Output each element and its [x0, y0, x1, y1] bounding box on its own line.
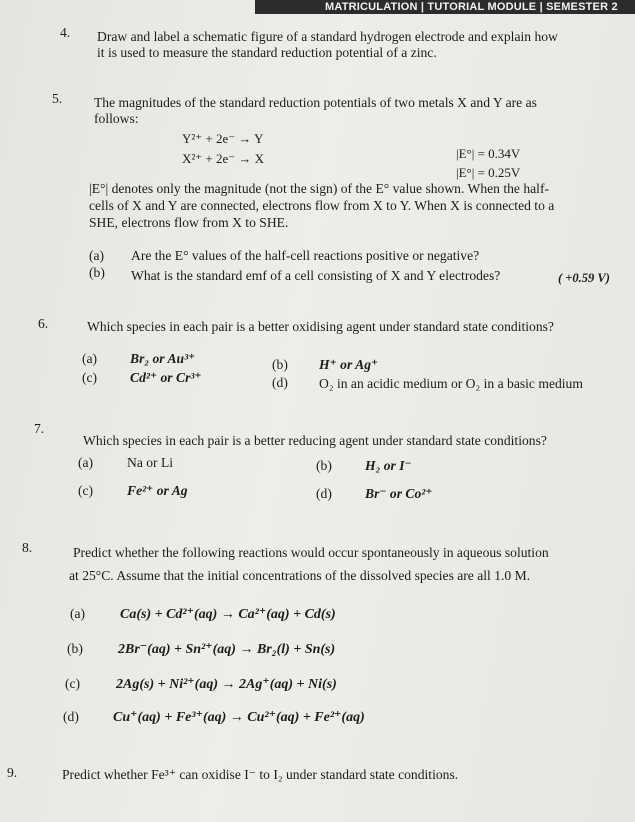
- q7-c-text: Fe²⁺ or Ag: [127, 483, 188, 498]
- q9-text: Predict whether Fe³⁺ can oxidise I⁻ to I₂ under standard state conditions.: [62, 767, 459, 782]
- q7-number: 7.: [34, 421, 45, 436]
- q8-line1: Predict whether the following reactions would occur spontaneously in aqueous solution: [73, 545, 549, 560]
- q6-text: Which species in each pair is a better oxidising agent under standard state conditions?: [87, 319, 554, 334]
- page-header: MATRICULATION | TUTORIAL MODULE | SEMESTER 2: [255, 0, 635, 14]
- q5-a-label: (a): [89, 248, 105, 263]
- q4-line2: it is used to measure the standard reduction potential of a zinc.: [97, 45, 437, 60]
- q6-c-text: Cd²⁺ or Cr³⁺: [130, 370, 202, 385]
- q8-c-reaction: 2Ag(s) + Ni²⁺(aq) → 2Ag⁺(aq) + Ni(s): [116, 677, 337, 692]
- q7-b-label: (b): [316, 458, 332, 473]
- q6-number: 6.: [38, 316, 49, 331]
- q5-line4: cells of X and Y are connected, electrons flow from X to Y. When X is connected to a: [89, 198, 555, 213]
- q6-a-label: (a): [82, 351, 98, 366]
- q4-number: 4.: [60, 25, 71, 40]
- q5-line1: The magnitudes of the standard reduction potentials of two metals X and Y are as: [94, 95, 537, 110]
- q7-d-label: (d): [316, 486, 332, 501]
- q5-b-label: (b): [89, 265, 105, 280]
- q8-a-label: (a): [70, 606, 86, 621]
- q6-c-label: (c): [82, 370, 98, 385]
- q8-a-reaction: Ca(s) + Cd²⁺(aq) → Ca²⁺(aq) + Cd(s): [120, 607, 336, 622]
- q5-line5: SHE, electrons flow from X to SHE.: [89, 215, 289, 230]
- q5-line3: |E°| denotes only the magnitude (not the sign) of the E° value shown. When the half-: [89, 181, 550, 196]
- q5-half-reaction-y: Y²⁺ + 2e⁻ → Y: [182, 131, 264, 146]
- q4-line1: Draw and label a schematic figure of a standard hydrogen electrode and explain how: [97, 29, 558, 44]
- q8-d-label: (d): [63, 709, 79, 724]
- q9-number: 9.: [7, 765, 18, 780]
- q8-line2: at 25°C. Assume that the initial concentrations of the dissolved species are all 1.0 M.: [69, 568, 531, 583]
- q5-b-answer: ( +0.59 V): [558, 271, 610, 285]
- q5-potential-x: |E°| = 0.25V: [456, 165, 521, 180]
- q8-b-reaction: 2Br⁻(aq) + Sn²⁺(aq) → Br₂(l) + Sn(s): [118, 642, 336, 657]
- q5-line2: follows:: [94, 111, 139, 126]
- q7-a-text: Na or Li: [127, 455, 174, 470]
- q7-d-text: Br⁻ or Co²⁺: [365, 486, 433, 501]
- q5-half-reaction-x: X²⁺ + 2e⁻ → X: [182, 151, 264, 166]
- q7-b-text: H₂ or I⁻: [365, 458, 412, 473]
- q7-text: Which species in each pair is a better reducing agent under standard state conditions?: [83, 433, 547, 448]
- q8-b-label: (b): [67, 641, 83, 656]
- q5-a-text: Are the E° values of the half-cell reactions positive or negative?: [131, 248, 480, 263]
- q5-b-text: What is the standard emf of a cell consisting of X and Y electrodes?: [131, 268, 501, 283]
- q6-a-text: Br₂ or Au³⁺: [130, 351, 196, 366]
- q8-number: 8.: [22, 540, 33, 555]
- q6-b-text: H⁺ or Ag⁺: [319, 357, 379, 372]
- q6-d-label: (d): [272, 375, 288, 390]
- q7-c-label: (c): [78, 483, 94, 498]
- q5-potential-y: |E°| = 0.34V: [456, 146, 521, 161]
- q8-c-label: (c): [65, 676, 81, 691]
- q6-d-text: O₂ in an acidic medium or O₂ in a basic medium: [319, 376, 583, 391]
- q5-number: 5.: [52, 91, 63, 106]
- q8-d-reaction: Cu⁺(aq) + Fe³⁺(aq) → Cu²⁺(aq) + Fe²⁺(aq): [113, 710, 365, 725]
- q6-b-label: (b): [272, 357, 288, 372]
- q7-a-label: (a): [78, 455, 94, 470]
